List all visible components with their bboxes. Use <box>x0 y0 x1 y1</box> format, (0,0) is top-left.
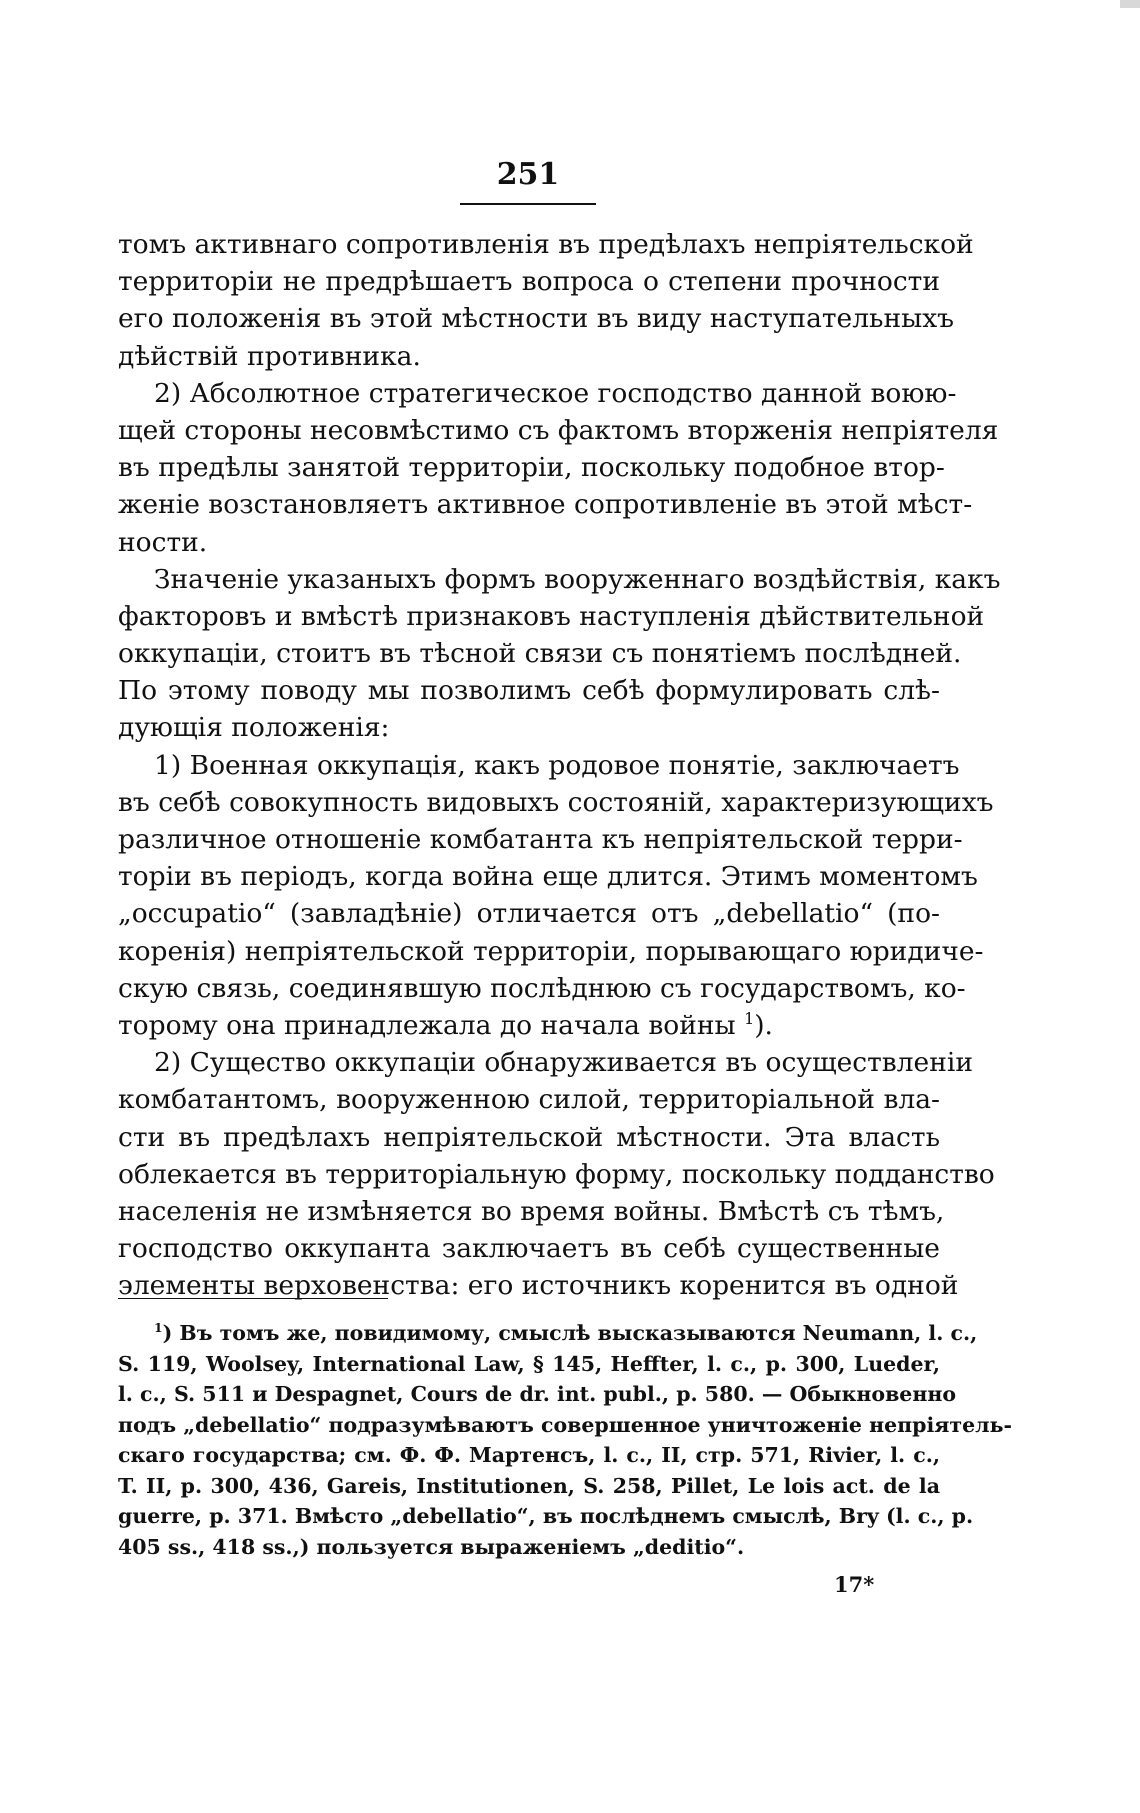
body-line: торіи въ періодъ, когда война еще длится. Этимъ моментомъ <box>118 861 978 893</box>
body-line: облекается въ территоріальную форму, поскольку подданство <box>118 1158 995 1190</box>
footnote-line: T. II, p. 300, 436, Gareis, Institutionen, S. 258, Pillet, Le lois act. de la <box>118 1473 940 1498</box>
body-line: 2) Абсолютное стратегическое господство данной воюю- <box>154 377 957 409</box>
body-line: комбатантомъ, вооруженною силой, территоріальной вла- <box>118 1084 940 1116</box>
body-line: въ предѣлы занятой территоріи, поскольку подобное втор- <box>118 452 945 484</box>
body-line: По этому поводу мы позволимъ себѣ формулировать слѣ- <box>118 675 940 707</box>
body-text <box>118 226 1001 1304</box>
footnote-line <box>118 1318 978 1349</box>
body-line-text: торому она принадлежала до начала войны <box>118 1009 736 1041</box>
body-line: томъ активнаго сопротивленія въ предѣлахъ непріятельской <box>118 229 974 260</box>
body-line: его положенія въ этой мѣстности въ виду наступательныхъ <box>118 303 955 335</box>
footnote <box>118 1318 1013 1562</box>
body-line: скую связь, соединявшую послѣднюю съ государствомъ, ко- <box>118 972 966 1004</box>
footnote-line: скаго государства; см. Ф. Ф. Мартенсъ, l. c., II, стр. 571, Rivier, l. c., <box>118 1443 940 1467</box>
page-edge-mark <box>1120 0 1140 8</box>
footnote-line: guerre, p. 371. Вмѣсто „debellatio“, въ послѣднемъ смыслѣ, Bry (l. c., p. <box>118 1504 974 1528</box>
body-line: женіе возстановляетъ активное сопротивленіе въ этой мѣст- <box>118 489 973 521</box>
body-line: ности. <box>118 526 208 558</box>
body-line: дующія положенія: <box>118 712 390 744</box>
body-line: элементы верховенства: его источникъ коренится въ одной <box>118 1270 959 1302</box>
footnote-line: подъ „debellatio“ подразумѣваютъ совершенное уничтоженіе непріятель- <box>118 1412 1013 1437</box>
body-line: щей стороны несовмѣстимо съ фактомъ вторженія непріятеля <box>118 414 999 446</box>
body-line: „occupatio“ (завладѣніе) отличается отъ „debellatio“ (по- <box>118 898 940 930</box>
footnote-separator <box>118 1298 388 1299</box>
footnote-line: S. 119, Woolsey, International Law, § 145, Heffter, l. c., p. 300, Lueder, <box>118 1351 940 1376</box>
body-line-with-footnote <box>118 1007 940 1044</box>
body-line: коренія) непріятельской территоріи, порывающаго юридиче- <box>118 935 984 967</box>
body-line: въ себѣ совокупность видовыхъ состояній, характеризующихъ <box>118 786 994 818</box>
signature-mark: 17* <box>834 1572 875 1597</box>
body-line: территоріи не предрѣшаетъ вопроса о степени прочности <box>118 266 940 298</box>
footnote-line: 405 ss., 418 ss.,) пользуется выраженіемъ „deditio“. <box>118 1534 745 1559</box>
body-line: Значеніе указаныхъ формъ вооруженнаго воздѣйствія, какъ <box>154 563 1001 595</box>
body-line: населенія не измѣняется во время войны. Вмѣстѣ съ тѣмъ, <box>118 1195 945 1227</box>
footnote-reference: 1 <box>744 1009 755 1029</box>
body-line: дѣйствій противника. <box>118 340 421 372</box>
body-line: господство оккупанта заключаетъ въ себѣ существенные <box>118 1233 940 1265</box>
body-line: сти въ предѣлахъ непріятельской мѣстности. Эта власть <box>118 1121 940 1153</box>
page-number-underline <box>460 203 596 205</box>
body-line: оккупаціи, стоитъ въ тѣсной связи съ понятіемъ послѣдней. <box>118 638 962 670</box>
body-line: 1) Военная оккупація, какъ родовое понятіе, заключаетъ <box>154 749 960 781</box>
body-line-tail: ). <box>754 1009 773 1041</box>
footnote-marker: 1 <box>154 1320 163 1336</box>
body-line: различное отношеніе комбатанта къ непріятельской терри- <box>118 824 963 855</box>
footnote-line-text: ) Въ томъ же, повидимому, смыслѣ высказываются Neumann, l. c., <box>162 1321 978 1345</box>
footnote-line: l. c., S. 511 и Despagnet, Cours de dr. int. publ., p. 580. — Обыкновенно <box>118 1382 957 1406</box>
body-line: 2) Существо оккупаціи обнаруживается въ осуществленіи <box>154 1047 974 1079</box>
page-number: 251 <box>496 157 560 192</box>
body-line: факторовъ и вмѣстѣ признаковъ наступленія дѣйствительной <box>118 600 985 632</box>
